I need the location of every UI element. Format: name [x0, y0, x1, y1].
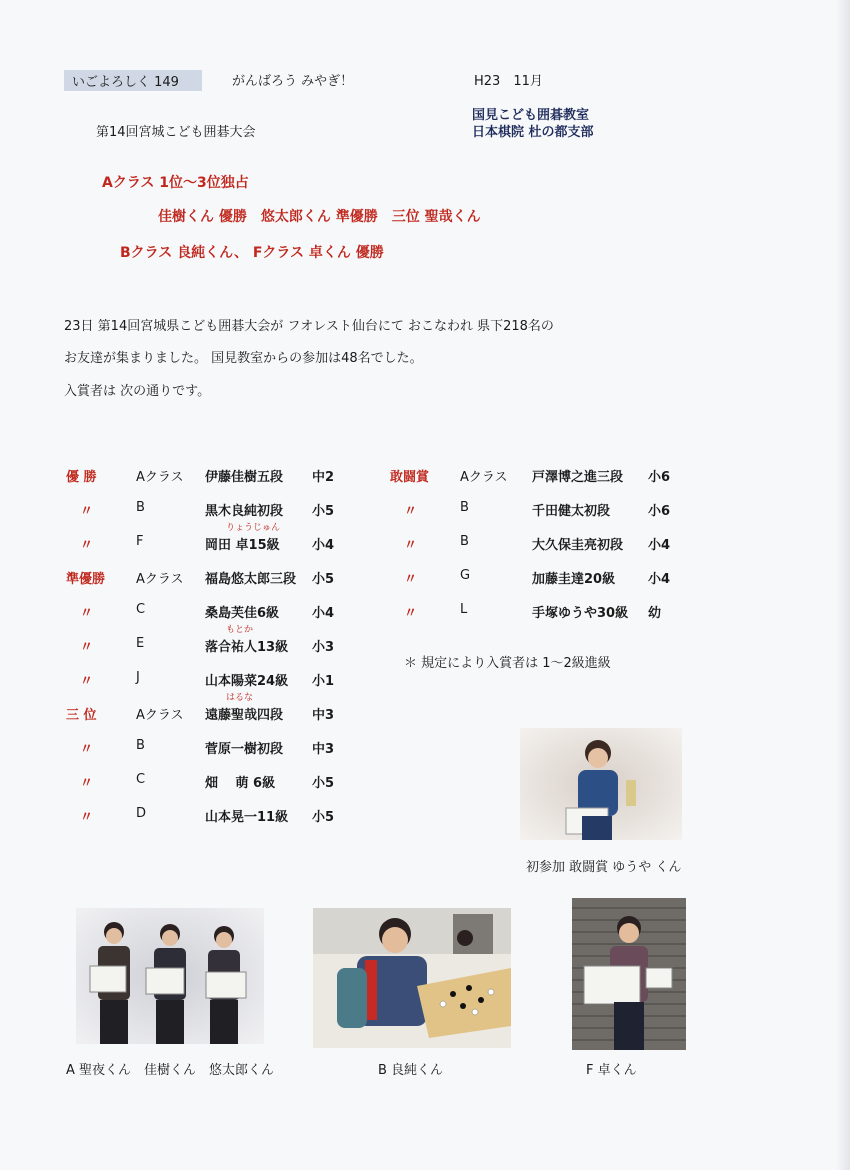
- promotion-note: ＊ 規定により入賞者は 1～2級進級: [404, 656, 611, 671]
- winner-name: 山本晃一11級: [205, 810, 289, 825]
- class-label: B: [460, 534, 469, 549]
- winner-grade: 小6: [648, 470, 671, 485]
- award-label: 〃: [80, 810, 94, 825]
- winner-name: 黒木良純初段: [205, 504, 284, 519]
- photo-a-class-winners: [76, 908, 264, 1044]
- caption-fighting-spirit: 初参加 敢闘賞 ゆうや くん: [526, 860, 682, 875]
- highlight-a-class: Aクラス 1位～3位独占: [102, 175, 249, 191]
- winner-grade: 中2: [312, 470, 335, 485]
- winner-name: 伊藤佳樹五段: [205, 470, 284, 485]
- class-label: F: [136, 534, 144, 549]
- name-reading: もとか: [226, 625, 254, 635]
- org-branch: 日本棋院 杜の都支部: [472, 125, 594, 140]
- photo-f-class-winner: [572, 898, 686, 1050]
- winner-grade: 小1: [312, 674, 335, 689]
- class-label: B: [460, 500, 469, 515]
- award-label: 〃: [80, 606, 94, 621]
- caption-f-class: F 卓くん: [586, 1063, 637, 1078]
- highlight-b-f-class: Bクラス 良純くん、 Fクラス 卓くん 優勝: [120, 245, 384, 261]
- award-label: 三 位: [66, 708, 97, 723]
- class-label: G: [460, 568, 471, 583]
- award-label: 〃: [80, 674, 94, 689]
- winner-grade: 小4: [312, 538, 335, 553]
- name-reading: りょうじゅん: [226, 523, 281, 533]
- caption-b-class: B 良純くん: [378, 1063, 444, 1078]
- class-label: B: [136, 738, 145, 753]
- class-label: L: [460, 602, 468, 617]
- winner-grade: 小3: [312, 640, 335, 655]
- intro-line-1: 23日 第14回宮城県こども囲碁大会が フオレスト仙台にて おこなわれ 県下218名の: [64, 319, 554, 334]
- class-label: E: [136, 636, 145, 651]
- winner-grade: 小5: [312, 810, 335, 825]
- award-label: 〃: [404, 606, 418, 621]
- page-title: 第14回宮城こども囲碁大会: [96, 125, 256, 140]
- class-label: Aクラス: [136, 470, 184, 485]
- award-label: 〃: [404, 572, 418, 587]
- winner-name: 山本陽菜24級: [205, 674, 289, 689]
- winner-name: 畑 萌 6級: [205, 776, 276, 791]
- class-label: D: [136, 806, 147, 821]
- class-label: Aクラス: [136, 572, 184, 587]
- winner-grade: 小6: [648, 504, 671, 519]
- winner-name: 落合祐人13級: [205, 640, 289, 655]
- slogan: がんばろう みやぎ！: [232, 74, 354, 89]
- winner-name: 菅原一樹初段: [205, 742, 284, 757]
- caption-a-class: A 聖夜くん 佳樹くん 悠太郎くん: [66, 1063, 275, 1078]
- winner-grade: 小4: [312, 606, 335, 621]
- winner-grade: 幼: [648, 606, 662, 621]
- winner-grade: 中3: [312, 708, 335, 723]
- class-label: Aクラス: [136, 708, 184, 723]
- award-label: 〃: [80, 640, 94, 655]
- winner-name: 千田健太初段: [532, 504, 611, 519]
- intro-line-3: 入賞者は 次の通りです。: [64, 384, 211, 399]
- winner-grade: 小4: [648, 538, 671, 553]
- highlight-winners: 佳樹くん 優勝 悠太郎くん 準優勝 三位 聖哉くん: [158, 209, 481, 225]
- name-reading: はるな: [226, 693, 254, 703]
- class-label: Aクラス: [460, 470, 508, 485]
- org-name: 国見こども囲碁教室: [472, 108, 590, 123]
- issue-date: H23 11月: [474, 74, 543, 89]
- winner-name: 岡田 卓15級: [205, 538, 280, 553]
- winner-name: 戸澤博之進三段: [532, 470, 624, 485]
- winner-name: 福島悠太郎三段: [205, 572, 297, 587]
- winner-grade: 小4: [648, 572, 671, 587]
- class-label: C: [136, 772, 146, 787]
- class-label: C: [136, 602, 146, 617]
- award-label: 〃: [80, 538, 94, 553]
- winner-name: 遠藤聖哉四段: [205, 708, 284, 723]
- award-label: 〃: [404, 538, 418, 553]
- award-label: 〃: [404, 504, 418, 519]
- winner-grade: 中3: [312, 742, 335, 757]
- award-label: 〃: [80, 504, 94, 519]
- scan-edge: [836, 0, 850, 1170]
- award-label: 敢闘賞: [390, 470, 430, 485]
- award-label: 優 勝: [66, 470, 97, 485]
- class-label: B: [136, 500, 145, 515]
- winner-grade: 小5: [312, 504, 335, 519]
- award-label: 準優勝: [66, 572, 106, 587]
- award-label: 〃: [80, 742, 94, 757]
- intro-line-2: お友達が集まりました。 国見教室からの参加は48名でした。: [64, 351, 423, 366]
- winner-name: 桑島芙佳6級: [205, 606, 280, 621]
- winner-grade: 小5: [312, 776, 335, 791]
- award-label: 〃: [80, 776, 94, 791]
- photo-b-class-winner: [313, 908, 511, 1048]
- class-label: J: [136, 670, 140, 685]
- winner-name: 加藤圭達20級: [532, 572, 616, 587]
- newsletter-issue: いごよろしく 149: [64, 70, 202, 91]
- winner-grade: 小5: [312, 572, 335, 587]
- winner-name: 手塚ゆうや30級: [532, 606, 629, 621]
- winner-name: 大久保圭亮初段: [532, 538, 624, 553]
- photo-fighting-spirit: [520, 728, 682, 840]
